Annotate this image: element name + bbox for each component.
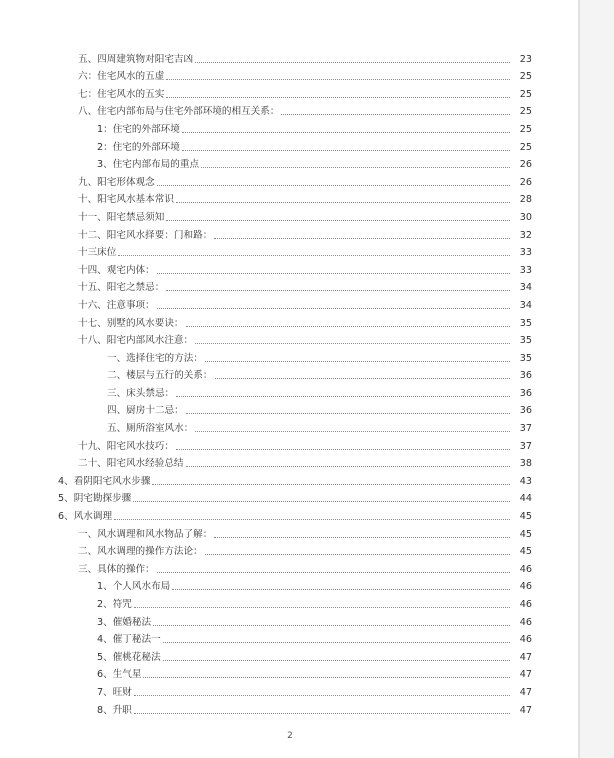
toc-entry[interactable] — [0, 540, 532, 558]
toc-entry[interactable] — [0, 65, 532, 83]
dot-leader — [166, 96, 510, 98]
toc-entry[interactable] — [0, 575, 532, 593]
dot-leader — [152, 483, 510, 485]
dot-leader — [133, 500, 510, 502]
toc-entry-title: 二、楼层与五行的关系： — [107, 370, 213, 382]
dot-leader — [195, 430, 510, 432]
toc-entry-title: 3、催婚秘法 — [97, 616, 152, 628]
dot-leader — [134, 694, 510, 696]
toc-entry-title: 十八、阳宅内部风水注意： — [78, 335, 194, 347]
toc-entry-title: 6、风水调理 — [58, 511, 113, 523]
toc-entry-title: 2、符咒 — [97, 599, 132, 610]
dot-leader — [214, 237, 510, 239]
toc-entry[interactable] — [0, 557, 532, 575]
toc-entry-page: 34 — [519, 282, 532, 294]
dot-leader — [205, 553, 510, 555]
toc-entry-page: 45 — [519, 546, 532, 558]
toc-entry-page: 25 — [519, 71, 532, 83]
toc-entry[interactable] — [0, 592, 532, 610]
toc-entry-title: 3、住宅内部布局的重点 — [97, 159, 200, 171]
toc-entry-title: 二十、阳宅风水经验总结 — [78, 458, 184, 470]
toc-entry-page: 23 — [519, 53, 532, 65]
toc-entry[interactable] — [0, 522, 532, 540]
toc-entry-title: 十五、阳宅之禁忌： — [78, 282, 165, 294]
toc-entry-page: 25 — [519, 106, 532, 118]
dot-leader — [201, 166, 510, 168]
toc-entry-title: 八、住宅内部布局与住宅外部环境的相互关系： — [78, 106, 280, 118]
toc-entry-page: 36 — [519, 370, 532, 382]
page-number: 2 — [287, 731, 293, 741]
toc-entry-page: 36 — [519, 387, 532, 399]
toc-entry-title: 1、个人风水布局 — [97, 581, 171, 593]
toc-entry-title: 二、风水调理的操作方法论： — [78, 546, 203, 558]
dot-leader — [166, 219, 510, 221]
dot-leader — [214, 536, 510, 538]
toc-entry-page: 26 — [519, 159, 532, 171]
toc-entry-title: 十、阳宅风水基本常识 — [78, 194, 174, 206]
toc-entry-title: 8、升职 — [97, 704, 132, 716]
toc-entry-page: 43 — [519, 475, 532, 487]
toc-entry-page: 35 — [519, 352, 532, 364]
dot-leader — [182, 149, 510, 151]
toc-entry[interactable] — [0, 487, 532, 505]
toc-entry-title: 十三床位 — [78, 247, 117, 259]
dot-leader — [176, 448, 510, 450]
toc-entry[interactable] — [0, 311, 532, 329]
toc-entry-title: 十四、观宅内体： — [78, 264, 155, 276]
toc-entry[interactable] — [0, 698, 532, 716]
dot-leader — [195, 61, 510, 63]
toc-entry-title: 5、催桃花秘法 — [97, 651, 161, 663]
toc-entry-page: 25 — [519, 141, 532, 153]
toc-entry[interactable] — [0, 100, 532, 118]
dot-leader — [195, 342, 510, 344]
dot-leader — [182, 131, 510, 133]
toc-entry[interactable] — [0, 610, 532, 628]
toc-entry-title: 十九、阳宅风水技巧： — [78, 440, 174, 452]
toc-entry-page: 45 — [519, 511, 532, 523]
dot-leader — [215, 377, 510, 379]
toc-entry[interactable] — [0, 663, 532, 681]
toc-entry-title: 4、看阴阳宅风水步骤 — [58, 475, 151, 487]
toc-entry-title: 三、床头禁忌： — [107, 387, 175, 399]
toc-entry-title: 1：住宅的外部环境 — [97, 123, 180, 135]
dot-leader — [172, 588, 510, 590]
toc-entry-title: 6、生气星 — [97, 669, 142, 681]
toc-entry-page: 38 — [519, 458, 532, 470]
toc-entry[interactable] — [0, 276, 532, 294]
dot-leader — [134, 606, 510, 608]
dot-leader — [157, 272, 510, 274]
toc-entry[interactable] — [0, 47, 532, 65]
toc-entry[interactable] — [0, 188, 532, 206]
toc-entry-page: 44 — [519, 493, 532, 505]
toc-entry-title: 2：住宅的外部环境 — [97, 141, 180, 153]
toc-entry[interactable] — [0, 399, 532, 417]
toc-entry-title: 十一、阳宅禁忌须知 — [78, 211, 165, 223]
toc-entry-page: 28 — [519, 194, 532, 206]
dot-leader — [186, 412, 510, 414]
dot-leader — [157, 307, 510, 309]
toc-entry-page: 25 — [519, 123, 532, 135]
toc-entry[interactable] — [0, 628, 532, 646]
toc-entry-title: 四、厨房十二忌： — [107, 405, 184, 417]
dot-leader — [163, 659, 510, 661]
toc-entry-page: 36 — [519, 405, 532, 417]
dot-leader — [205, 360, 510, 362]
dot-leader — [157, 571, 510, 573]
toc-entry[interactable] — [0, 452, 532, 470]
dot-leader — [166, 289, 510, 291]
toc-entry[interactable] — [0, 241, 532, 259]
toc-entry-page: 33 — [519, 264, 532, 276]
toc-entry-page: 25 — [519, 88, 532, 100]
toc-entry[interactable] — [0, 223, 532, 241]
toc-entry[interactable] — [0, 205, 532, 223]
toc-entry-page: 45 — [519, 528, 532, 540]
toc-entry[interactable] — [0, 135, 532, 153]
toc-entry-page: 37 — [519, 423, 532, 435]
dot-leader — [163, 641, 510, 643]
toc-entry[interactable] — [0, 680, 532, 698]
toc-entry-title: 十六、注意事项： — [78, 299, 155, 311]
toc-entry-title: 十二、阳宅风水择要：门和路： — [78, 229, 213, 241]
toc-entry[interactable] — [0, 381, 532, 399]
toc-entry[interactable] — [0, 170, 532, 188]
dot-leader — [153, 624, 510, 626]
toc-entry[interactable] — [0, 434, 532, 452]
toc-entry-page: 46 — [519, 616, 532, 628]
toc-entry-title: 4、催丁秘法一 — [97, 634, 161, 646]
dot-leader — [176, 201, 510, 203]
toc-entry-page: 47 — [519, 704, 532, 716]
toc-entry-page: 35 — [519, 317, 532, 329]
toc-entry-title: 五、厕所浴室风水： — [107, 423, 194, 435]
toc-entry-title: 十七、别墅的风水要诀： — [78, 317, 184, 329]
toc-entry-page: 32 — [519, 229, 532, 241]
toc-entry-title: 一、风水调理和风水物品了解： — [78, 528, 213, 540]
toc-entry-page: 46 — [519, 634, 532, 646]
dot-leader — [118, 254, 510, 256]
toc-entry-page: 34 — [519, 299, 532, 311]
toc-entry-title: 三、具体的操作： — [78, 563, 155, 575]
toc-entry[interactable] — [0, 293, 532, 311]
dot-leader — [134, 712, 510, 714]
dot-leader — [176, 395, 510, 397]
toc-entry-page: 46 — [519, 581, 532, 593]
dot-leader — [157, 184, 510, 186]
dot-leader — [114, 518, 510, 520]
toc-entry[interactable] — [0, 117, 532, 135]
toc-entry-title: 七：住宅风水的五实 — [78, 88, 165, 100]
dot-leader — [166, 78, 510, 80]
toc-entry[interactable] — [0, 346, 532, 364]
toc-entry[interactable] — [0, 364, 532, 382]
toc-entry-page: 47 — [519, 669, 532, 681]
dot-leader — [143, 676, 510, 678]
toc-entry-page: 35 — [519, 335, 532, 347]
dot-leader — [186, 325, 510, 327]
toc-entry-page: 26 — [519, 176, 532, 188]
toc-entry-page: 33 — [519, 247, 532, 259]
toc-entry[interactable] — [0, 258, 532, 276]
toc-entry[interactable] — [0, 645, 532, 663]
dot-leader — [281, 113, 510, 115]
dot-leader — [186, 465, 510, 467]
toc-entry-page: 46 — [519, 563, 532, 575]
toc-entry[interactable] — [0, 416, 532, 434]
toc-entry[interactable] — [0, 329, 532, 347]
toc-entry-page: 37 — [519, 440, 532, 452]
toc-entry-page: 30 — [519, 211, 532, 223]
toc-entry[interactable] — [0, 469, 532, 487]
toc-entry-title: 五、四周建筑物对阳宅吉凶 — [78, 53, 194, 65]
toc-entry[interactable] — [0, 153, 532, 171]
toc-entry-page: 47 — [519, 686, 532, 698]
toc-entry[interactable] — [0, 504, 532, 522]
toc-entry-title: 一、选择住宅的方法： — [107, 352, 203, 364]
toc-entry-page: 47 — [519, 651, 532, 663]
toc-entry-title: 5、阴宅勘探步骤 — [58, 493, 132, 505]
table-of-contents — [0, 47, 614, 716]
toc-entry-title: 7、旺财 — [97, 686, 132, 698]
toc-entry-title: 六：住宅风水的五虚 — [78, 71, 165, 83]
toc-entry-page: 46 — [519, 599, 532, 610]
toc-entry[interactable] — [0, 82, 532, 100]
toc-entry-title: 九、阳宅形体观念 — [78, 176, 155, 188]
